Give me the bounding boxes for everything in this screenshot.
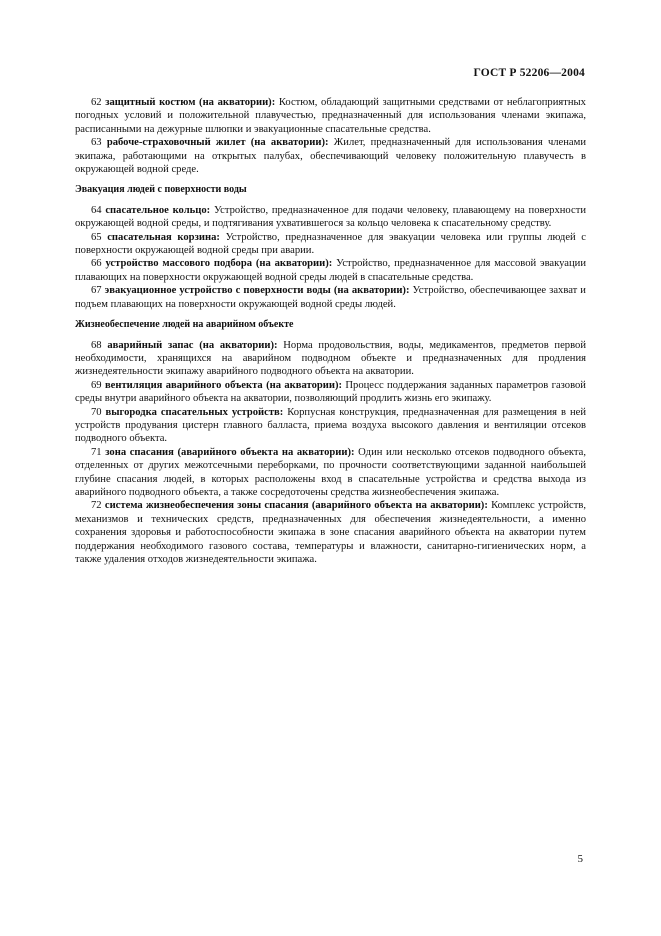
entry-term: зона спасания (аварийного объекта на акватории): — [105, 446, 355, 458]
term-entry — [75, 284, 586, 311]
term-entry — [75, 379, 586, 406]
term-entry — [75, 446, 586, 500]
entry-term: аварийный запас (на акватории): — [107, 339, 278, 351]
entry-definition: Устройство, предназначенное для массовой эвакуации плавающих на поверхности окружающей водной среды людей в спасательные средства. — [75, 258, 586, 283]
entry-definition: Устройство, предназначенное для подачи человеку, плавающему на поверхности окружающей водной среды, и подтягивания ухватившегося за кольцо человека к спасательному средству. — [75, 204, 586, 230]
entry-definition: Костюм, обладающий защитными средствами от неблагоприятных погодных условий и положительной плавучестью, предназначенный для использования членами экипажа, расписанными на дежурные шлюпки и эвакуационные спасательные средства. — [75, 97, 586, 135]
entry-definition: Жилет, предназначенный для использования членами экипажа, работающими на открытых палубах, обеспечивающий человеку положительную плавучесть в окружающей водной среде. — [75, 137, 587, 176]
section — [75, 183, 586, 311]
entry-term: вентиляция аварийного объекта (на акватории): — [104, 379, 343, 391]
entry-definition: Устройство, обеспечивающее захват и подъем плавающих на поверхности окружающей водной среды людей. — [75, 285, 586, 310]
entry-definition: Устройство, предназначенное для эвакуации человека или группы людей с поверхности окружающей водной среды при аварии. — [75, 231, 587, 257]
entry-term: защитный костюм (на акватории): — [105, 97, 276, 108]
entry-term: выгородка спасательных устройств: — [105, 406, 284, 418]
term-entry — [75, 231, 586, 258]
entry-term: спасательное кольцо: — [105, 204, 211, 216]
entry-number: 69 — [91, 379, 102, 391]
entry-term: устройство массового подбора (на акватории): — [105, 258, 333, 270]
entry-number: 62 — [91, 97, 102, 108]
entry-term: система жизнеобеспечения зоны спасания (аварийного объекта на акватории): — [104, 500, 488, 512]
term-entry — [75, 406, 586, 446]
entry-definition: Процесс поддержания заданных параметров газовой среды внутри аварийного объекта на акватории, позволяющий продлить жизнь его экипажу. — [75, 379, 586, 405]
entry-number: 67 — [91, 285, 102, 297]
entry-number: 68 — [91, 339, 102, 351]
document-body — [75, 96, 586, 566]
entry-definition: Норма продовольствия, воды, медикаментов, предметов первой необходимости, хранящихся на аварийном подводном объекте и предназначенных для продления жизнедеятельности экипажу аварийного подводного объекта на акватории. — [75, 339, 586, 378]
entry-number: 64 — [91, 204, 102, 216]
section — [75, 318, 586, 566]
entry-definition: Корпусная конструкция, предназначенная для размещения в ней устройств продувания цистерн главного балласта, приема воздуха высокого давления и вентиляции отсеков подводного объекта. — [75, 406, 586, 445]
section-title: Жизнеобеспечение людей на аварийном объекте — [75, 319, 294, 331]
entry-number: 63 — [91, 137, 102, 149]
entry-term: рабоче-страховочный жилет (на акватории): — [106, 137, 329, 149]
term-entry — [75, 499, 586, 566]
entry-number: 65 — [91, 231, 102, 243]
entry-number: 72 — [91, 500, 102, 512]
term-entry — [75, 136, 586, 176]
term-entry — [75, 339, 586, 379]
term-entry — [75, 204, 586, 231]
page-number: 5 — [577, 853, 583, 865]
entry-term: эвакуационное устройство с поверхности воды (на акватории): — [104, 285, 410, 297]
section-title: Эвакуация людей с поверхности воды — [75, 184, 247, 196]
entry-number: 66 — [91, 258, 102, 270]
entry-definition: Один или несколько отсеков подводного объекта, отделенных от других межотсечными переборками, по прочности соответствующими заданной наибольшей глубине спасания людей, в которых расположены вход в спасательные устройства и средства выхода из аварийного подводного объекта, а также сосредоточены средства жизнеобеспечения экипажа. — [75, 446, 587, 498]
document-header: ГОСТ Р 52206—2004 — [473, 67, 585, 79]
section — [75, 96, 586, 176]
term-entry — [75, 96, 586, 136]
entry-number: 71 — [91, 446, 102, 458]
term-entry — [75, 257, 586, 284]
entry-term: спасательная корзина: — [107, 231, 220, 243]
entry-number: 70 — [91, 406, 102, 418]
entry-definition: Комплекс устройств, механизмов и технических средств, предназначенных для обеспечения жизнедеятельности, а именно сохранения здоровья и работоспособности экипажа в зоне спасания аварийного объекта на акватории путем поддержания необходимого газового состава, температуры и влажности, санитарно-гигиенических норм, а также удаления отходов жизнедеятельности экипажа. — [75, 500, 586, 565]
